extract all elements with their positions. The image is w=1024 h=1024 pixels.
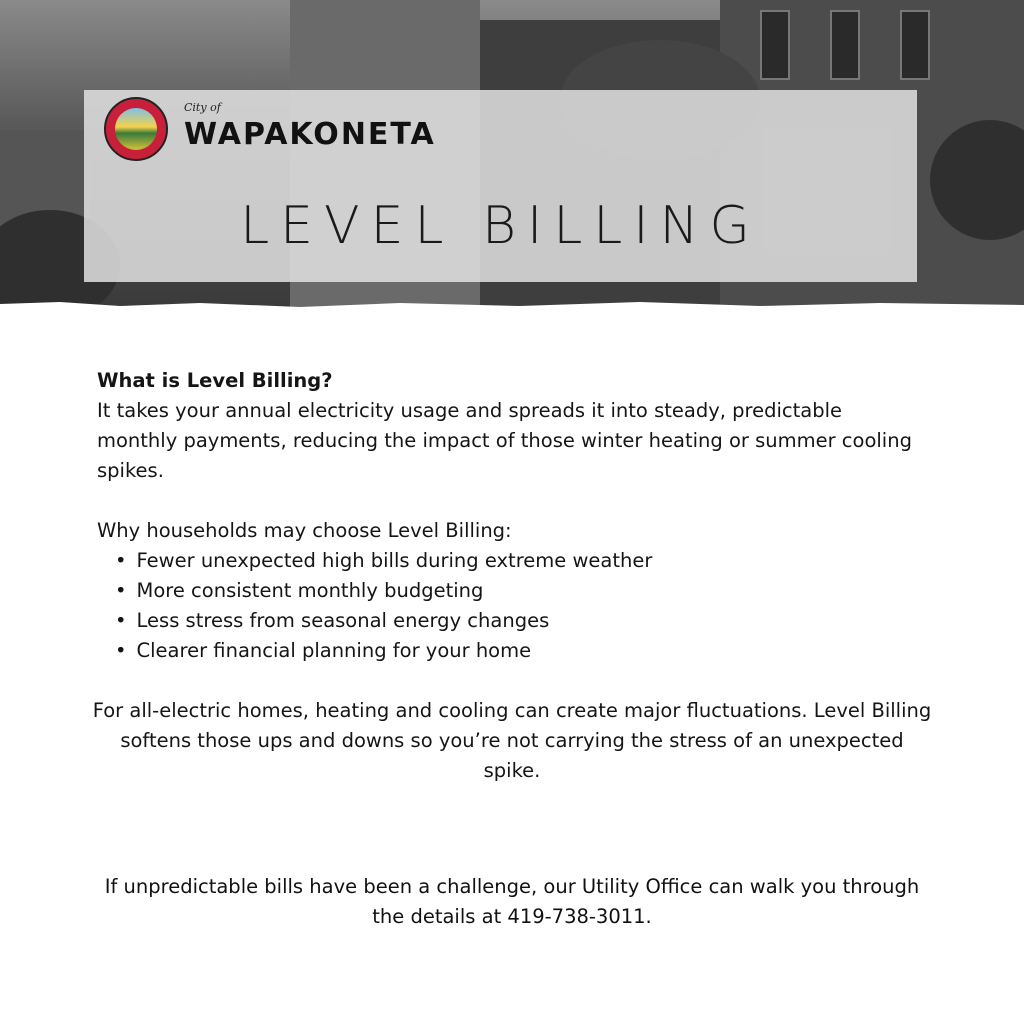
- question-heading: What is Level Billing?: [97, 369, 333, 392]
- city-name: WAPAKONETA: [184, 117, 436, 152]
- contact-paragraph: If unpredictable bills have been a challenge, our Utility Office can walk you through the details at 419-738-3011.: [104, 875, 920, 928]
- body-content: [92, 366, 932, 786]
- list-item: • Clearer financial planning for your home: [115, 636, 927, 666]
- why-heading: Why households may choose Level Billing:: [97, 519, 512, 542]
- city-of-label: City of: [184, 101, 221, 114]
- all-electric-paragraph: For all-electric homes, heating and cooling can create major fluctuations. Level Billing softens those ups and downs so you’re not carrying the stress of an unexpected spike.: [92, 699, 932, 782]
- intro-paragraph: It takes your annual electricity usage and spreads it into steady, predictable monthly payments, reducing the impact of those winter heating or summer cooling spikes.: [97, 399, 912, 482]
- page-title: LEVEL BILLING: [240, 196, 761, 256]
- benefits-list: [115, 546, 927, 666]
- list-item: • Less stress from seasonal energy changes: [115, 606, 927, 636]
- city-seal-logo: [104, 97, 168, 161]
- torn-edge: [0, 298, 1024, 314]
- list-item: • Fewer unexpected high bills during extreme weather: [115, 546, 927, 576]
- list-item: • More consistent monthly budgeting: [115, 576, 927, 606]
